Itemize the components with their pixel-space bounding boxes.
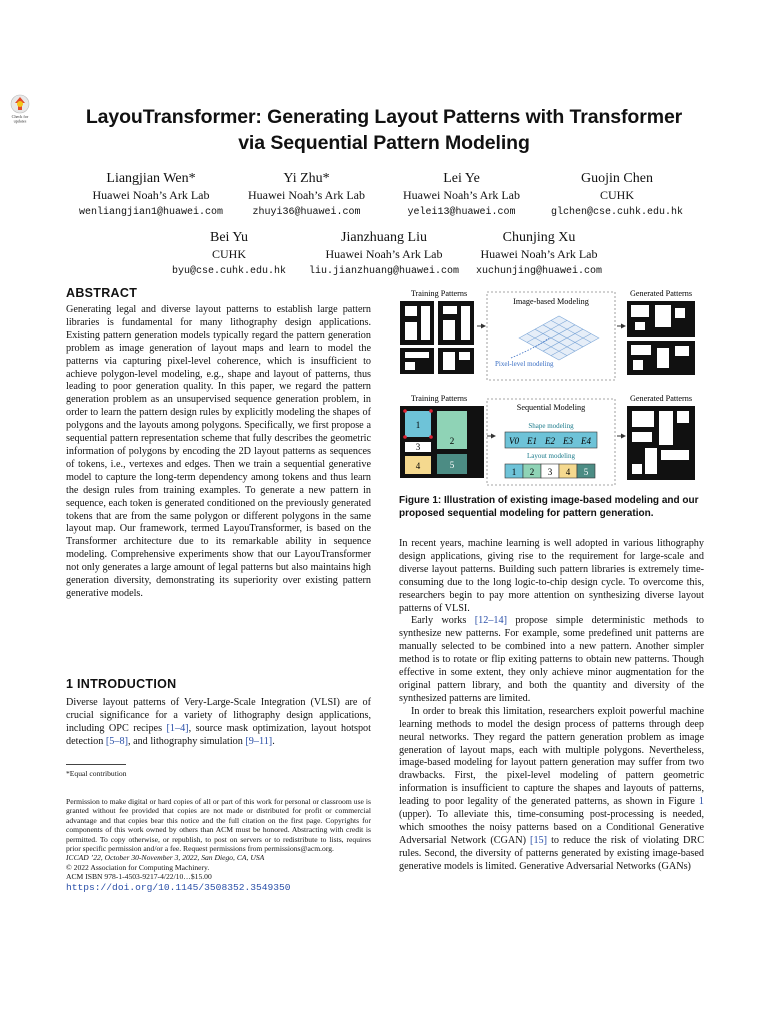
author-name: Liangjian Wen* [106,171,196,186]
layout-token: 1 [511,467,517,477]
polygon-label: 5 [449,460,455,470]
figure-1-illustration [399,286,704,492]
shape-token: E2 [545,436,555,446]
author-email[interactable]: byu@cse.cuhk.edu.hk [171,266,287,277]
shape-token: E1 [527,436,537,446]
citation-link[interactable]: [9–11] [245,735,273,747]
layout-token: 5 [583,467,589,477]
top-training-patterns [400,301,474,374]
author-affiliation: Huawei Noah’s Ark Lab [403,188,520,202]
author-affiliation: CUHK [599,188,634,202]
intro-text: , source mask optimization, layout hotspot detection [66,722,371,747]
shape-token: V0 [509,436,519,446]
venue-text: ICCAD ’22, October 30-November 3, 2022, San Diego, CA, USA [66,853,265,863]
author-name: Chunjing Xu [502,230,576,245]
copyright-text: © 2022 Association for Computing Machinery. [66,862,210,872]
citation-link[interactable]: [1–4] [166,722,189,734]
bottom-generated-label: Generated Patterns [629,394,693,403]
intro-text: . [272,735,275,747]
shape-token-sequence [505,432,597,448]
author-affiliation: Huawei Noah’s Ark Lab [92,188,210,202]
permission-text: Permission to make digital or hard copies of all or part of this work for personal or classroom use is granted without fee provided that copies are not made or distributed for profit or commercial advantage and that copies bear this notice and the full citation on the first page. Copyrights for components of this work owned by others than ACM must be honored. Abstracting with credit is permitted. To copy otherwise, or republish, to post on servers or to redistribute to lists, requires prior specific permission and/or a fee. Request permissions from permissions@acm.org. [66,797,371,854]
introduction-section [66,677,371,749]
shape-token: E4 [581,436,591,446]
author-name: Guojin Chen [581,171,653,186]
body-text: (upper). To alleviate this, time-consuming post-processing is needed, which smoothes the noisy patterns based on a Conditional Generative Adversarial Network (CGAN) [399,809,704,846]
author-block [539,170,695,221]
author-block [152,229,307,280]
intro-text: , and lithography simulation [127,735,246,747]
author-block [307,229,462,280]
author-email[interactable]: wenliangjian1@huawei.com [78,207,224,218]
figure-link[interactable]: 1 [698,796,704,808]
citation-link[interactable]: [12–14] [474,615,508,627]
pixel-grid [519,316,599,360]
authors-row1 [0,170,768,221]
author-block [229,170,384,221]
intro-text: Diverse layout patterns of Very-Large-Scale Integration (VLSI) are of crucial significance for a variety of lithography design applications, including OPC recipes [66,697,371,734]
top-generated-label: Generated Patterns [629,289,693,298]
pixel-level-label: Pixel-level modeling [495,360,554,368]
top-model-label: Image-based Modeling [513,297,589,306]
author-affiliation: Huawei Noah’s Ark Lab [480,247,598,261]
abstract-heading: ABSTRACT [66,286,138,300]
author-email[interactable]: glchen@cse.cuhk.edu.hk [550,207,684,218]
body-text: Early works [411,615,475,627]
introduction-heading: 1 INTRODUCTION [66,677,177,691]
isbn-text: ACM ISBN 978-1-4503-9217-4/22/10…$15.00 [66,872,212,882]
body-text: to reduce the risk of violating DRC rules. Second, the diversity of patterns generated by existing image-based generative models is limited. Generative Adversarial Networks (GANs) [399,834,704,872]
layout-modeling-label: Layout modeling [526,452,576,460]
left-column [66,286,371,601]
author-affiliation: Huawei Noah’s Ark Lab [248,188,365,202]
author-affiliation: CUHK [211,247,246,261]
footnote-text: *Equal contribution [66,769,127,778]
author-name: Lei Ye [443,171,480,186]
author-block [384,170,539,221]
figure-caption: Figure 1: Illustration of existing image-based modeling and our proposed sequential modeling for pattern generation. [399,495,699,519]
badge-line2: updates [13,118,27,124]
intro-paragraph-2: In recent years, machine learning is well adopted in various lithography design applications, giving rise to the requirement for large-scale and diverse layout patterns. Building such pattern libraries is extremely time-consuming due to the long logic-to-chip design cycle. To overcome this, researchers begin to pay more attention on synthesizing diverse layout patterns of VLSI. [399,538,704,614]
top-generated-patterns [627,301,695,375]
bottom-generated-patterns [627,406,695,480]
intro-paragraph-4 [399,706,704,874]
intro-paragraph [66,697,371,749]
layout-token: 2 [529,467,535,477]
author-name: Bei Yu [210,230,248,245]
bottom-model-label: Sequential Modeling [516,403,586,412]
layout-token: 3 [547,467,553,477]
body-text: propose simple deterministic methods to synthesize new patterns. For example, some predefined unit patterns are manually selected to be combined into a new pattern. Another simpler method is to rotate or flip exiting patterns to obtain new patterns. Though effective in some extent, they only achieve minor augmentation for the original pattern library, and both the quantity and diversity of the synthesized patterns are limited. [399,615,704,704]
citation-link[interactable]: [15] [530,834,548,846]
author-block [73,170,229,221]
abstract-text: Generating legal and diverse layout patterns to establish large pattern libraries is fundamental for many lithography design applications. Existing pattern generation models typically regard the pattern generation problem as image generation of layout maps and learn to model the patterns via capturing pixel-level coherence, which is insufficient to achieve polygon-level modeling, e.g., shape and layout of patterns, thus leading to poor generation quality. In this paper, we regard the pattern generation problem as an unsupervised sequence generation problem, in order to learn the pattern design rules by explicitly modeling the shapes of polygons and the layouts among polygons. Specifically, we first propose a sequential pattern representation scheme that fully describes the geometric information of polygons by encoding the 2D layout patterns as sequences of tokens, i.e., vertexes and edges. Then we train a sequential generative model to capture the long-term dependency among tokens and thus learn the design rules from training examples. To generate a new pattern in sequence, each token is generated conditioned on the previously generated tokens that are from the same polygon or different polygons in the same layout map. Our framework, termed LayouTransformer, is based on the Transformer architecture due to its remarkable ability in sequence modeling. Comprehensive experiments show that our LayouTransformer not only generates a large amount of legal patterns but also maintains high generation diversity, demonstrating its superiority over existing pattern generative models. [66,304,371,599]
figure-1 [399,286,704,492]
authors-row2 [0,229,768,280]
polygon-label: 3 [415,442,421,452]
polygon-label: 4 [415,461,421,471]
right-column-text [399,538,704,874]
permission-block [66,797,371,893]
figure-1-caption [399,494,704,520]
layout-token: 4 [565,467,571,477]
author-name: Yi Zhu* [283,171,330,186]
title-line2: via Sequential Pattern Modeling [238,132,530,154]
author-affiliation: Huawei Noah’s Ark Lab [325,247,443,261]
citation-link[interactable]: [5–8] [105,735,128,747]
intro-paragraph-3 [399,615,704,705]
body-text: In order to break this limitation, researchers exploit powerful machine learning methods to model the design process of patterns through deep neural networks. They regard the pattern generation problem as image generation of layout maps, each with multiple polygons. Nevertheless, image-based modeling for layout pattern generation may suffer from two drawbacks. First, the pixel-level modeling of pattern geometric information is insufficient to capture the shapes and layouts of patterns, leading to poor legality of the generated patterns, as shown in Figure [399,705,704,808]
doi-link[interactable]: https://doi.org/10.1145/3508352.3549350 [66,881,291,893]
author-email[interactable]: liu.jianzhuang@huawei.com [308,266,460,277]
shape-token: E3 [563,436,573,446]
shape-modeling-label: Shape modeling [528,422,574,430]
layout-token-sequence [505,464,595,478]
author-name: Jianzhuang Liu [341,230,427,245]
bottom-training-label: Training Patterns [410,394,468,403]
footnote-rule [66,764,126,765]
footnote [66,769,371,778]
author-email[interactable]: yelei13@huawei.com [407,207,516,218]
polygon-label: 1 [415,420,421,430]
top-training-label: Training Patterns [410,289,468,298]
polygon-label: 2 [449,436,455,446]
author-email[interactable]: xuchunjing@huawei.com [475,266,603,277]
author-email[interactable]: zhuyi36@huawei.com [252,207,361,218]
paper-title [0,104,768,156]
bottom-training-patterns [400,406,484,478]
author-block [462,229,617,280]
title-line1: LayouTransformer: Generating Layout Patterns with Transformer [85,106,683,128]
badge-line1: Check for [11,114,29,119]
